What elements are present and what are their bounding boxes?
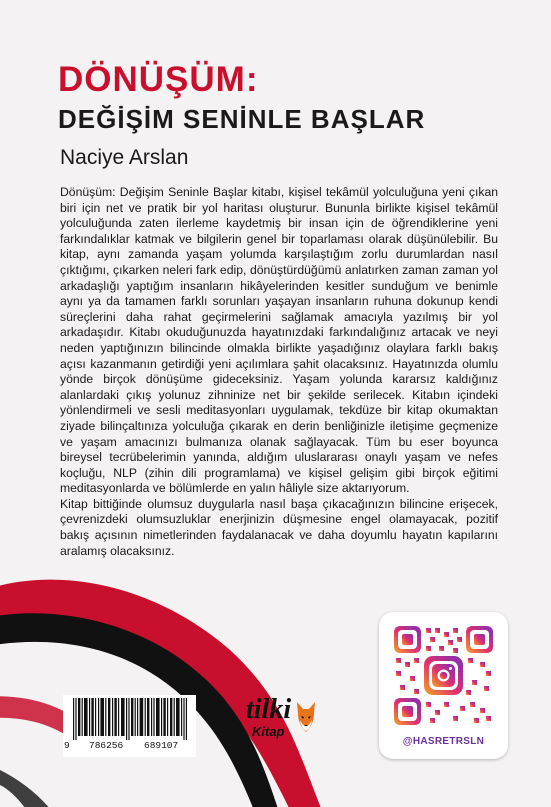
instagram-handle: @HASRETRSLN xyxy=(402,736,485,747)
instagram-icon xyxy=(429,661,458,690)
author-name: Naciye Arslan xyxy=(60,146,189,169)
book-subtitle: DEĞİŞİM SENİNLE BAŞLAR xyxy=(58,104,426,134)
book-title: DÖNÜŞÜM: xyxy=(58,60,259,99)
fox-icon xyxy=(294,700,318,734)
isbn-prefix: 9 xyxy=(64,740,70,751)
publisher-name-bottom: Kitap xyxy=(252,724,285,739)
back-cover-blurb xyxy=(60,185,498,559)
blurb-paragraph: Dönüşüm: Değişim Seninle Başlar kitabı, kişisel tekâmül yolculuğuna yeni çıkan biri için net ve pratik bir yol haritası oluşturur. Bununla birlikte kişisel tekâmül yolculuğunda zaten ilerleme kaydetmiş bir insan için de öğrendiklerine yeni farkındalıklar katmak ve bilgilerin genel bir toparlaması olarak düşünülebilir. Bu kitap, aynı zamanda yaşam yolumda karşılaştığım zorlu durumlardan nasıl çıktığımı, çıkarken neleri fark edip, dönüştürdüğümü anlatırken zaman zaman yol arkadaşlığı yaptığım insanların hikâyelerinden kesitler sunduğum ve benimle aynı ya da tamamen farklı sorunları yaşayan insanların ruhuna dokunup kendi süreçlerini daha rahat geçirmelerini sağlamak amacıyla yazılmış bir yol arkadaşıdır. Kitabı okuduğunuzda hayatınızdaki farkındalığınız artacak ve neyi neden yaptığınızın bilincinde olmakla birlikte yaşadığınız olaylara farklı bakış açısı kazanmanın getirdiği yeni açılımlara şahit olacaksınız. Hayatınızda olumlu yönde birçok dönüşüme gideceksiniz. Yaşam yolunda kararsız kaldığınız alanlardaki çıkış yolunuz zihninize net bir şekilde serilecek. Kitabın içindeki yönlendirmeli ve sesli meditasyonları uygulamak, tekdüze bir kitap okumaktan ziyade bilinçaltınıza yolculuğa çıkarak en derin benliğinizle iletişime geçmenize ve yaşam amacınızı bulmanıza olanak sağlayacak. Tüm bu eser boyunca bireysel tecrübelerimin yanında, aldığım uluslararası onaylı yaşam ve nefes koçluğu, NLP (zihin dili programlama) ve kişisel gelişim gibi birçok eğitimi meditasyonlarda ve bölümlerde en yalın hâliyle size aktarıyorum. xyxy=(60,185,498,496)
publisher-name-top: tilki xyxy=(246,694,292,725)
instagram-qr-card xyxy=(379,612,508,759)
blurb-paragraph: Kitap bittiğinde olumsuz duygularla nasıl başa çıkacağınızın bilincine erişecek, çevrenizdeki olumsuzluklar enerjinizin düşmesine engel olamayacak, pozitif bakış açısının nimetlerinden faydalanacak ve daha doyumlu hayatın kapılarını aralamış olacaksınız. xyxy=(60,496,498,558)
publisher-logo xyxy=(246,696,320,746)
qr-code xyxy=(394,626,493,725)
isbn-barcode xyxy=(63,695,196,757)
isbn-group-1: 786256 xyxy=(89,740,124,751)
barcode-bars xyxy=(67,698,192,740)
isbn-group-2: 689107 xyxy=(144,740,179,751)
